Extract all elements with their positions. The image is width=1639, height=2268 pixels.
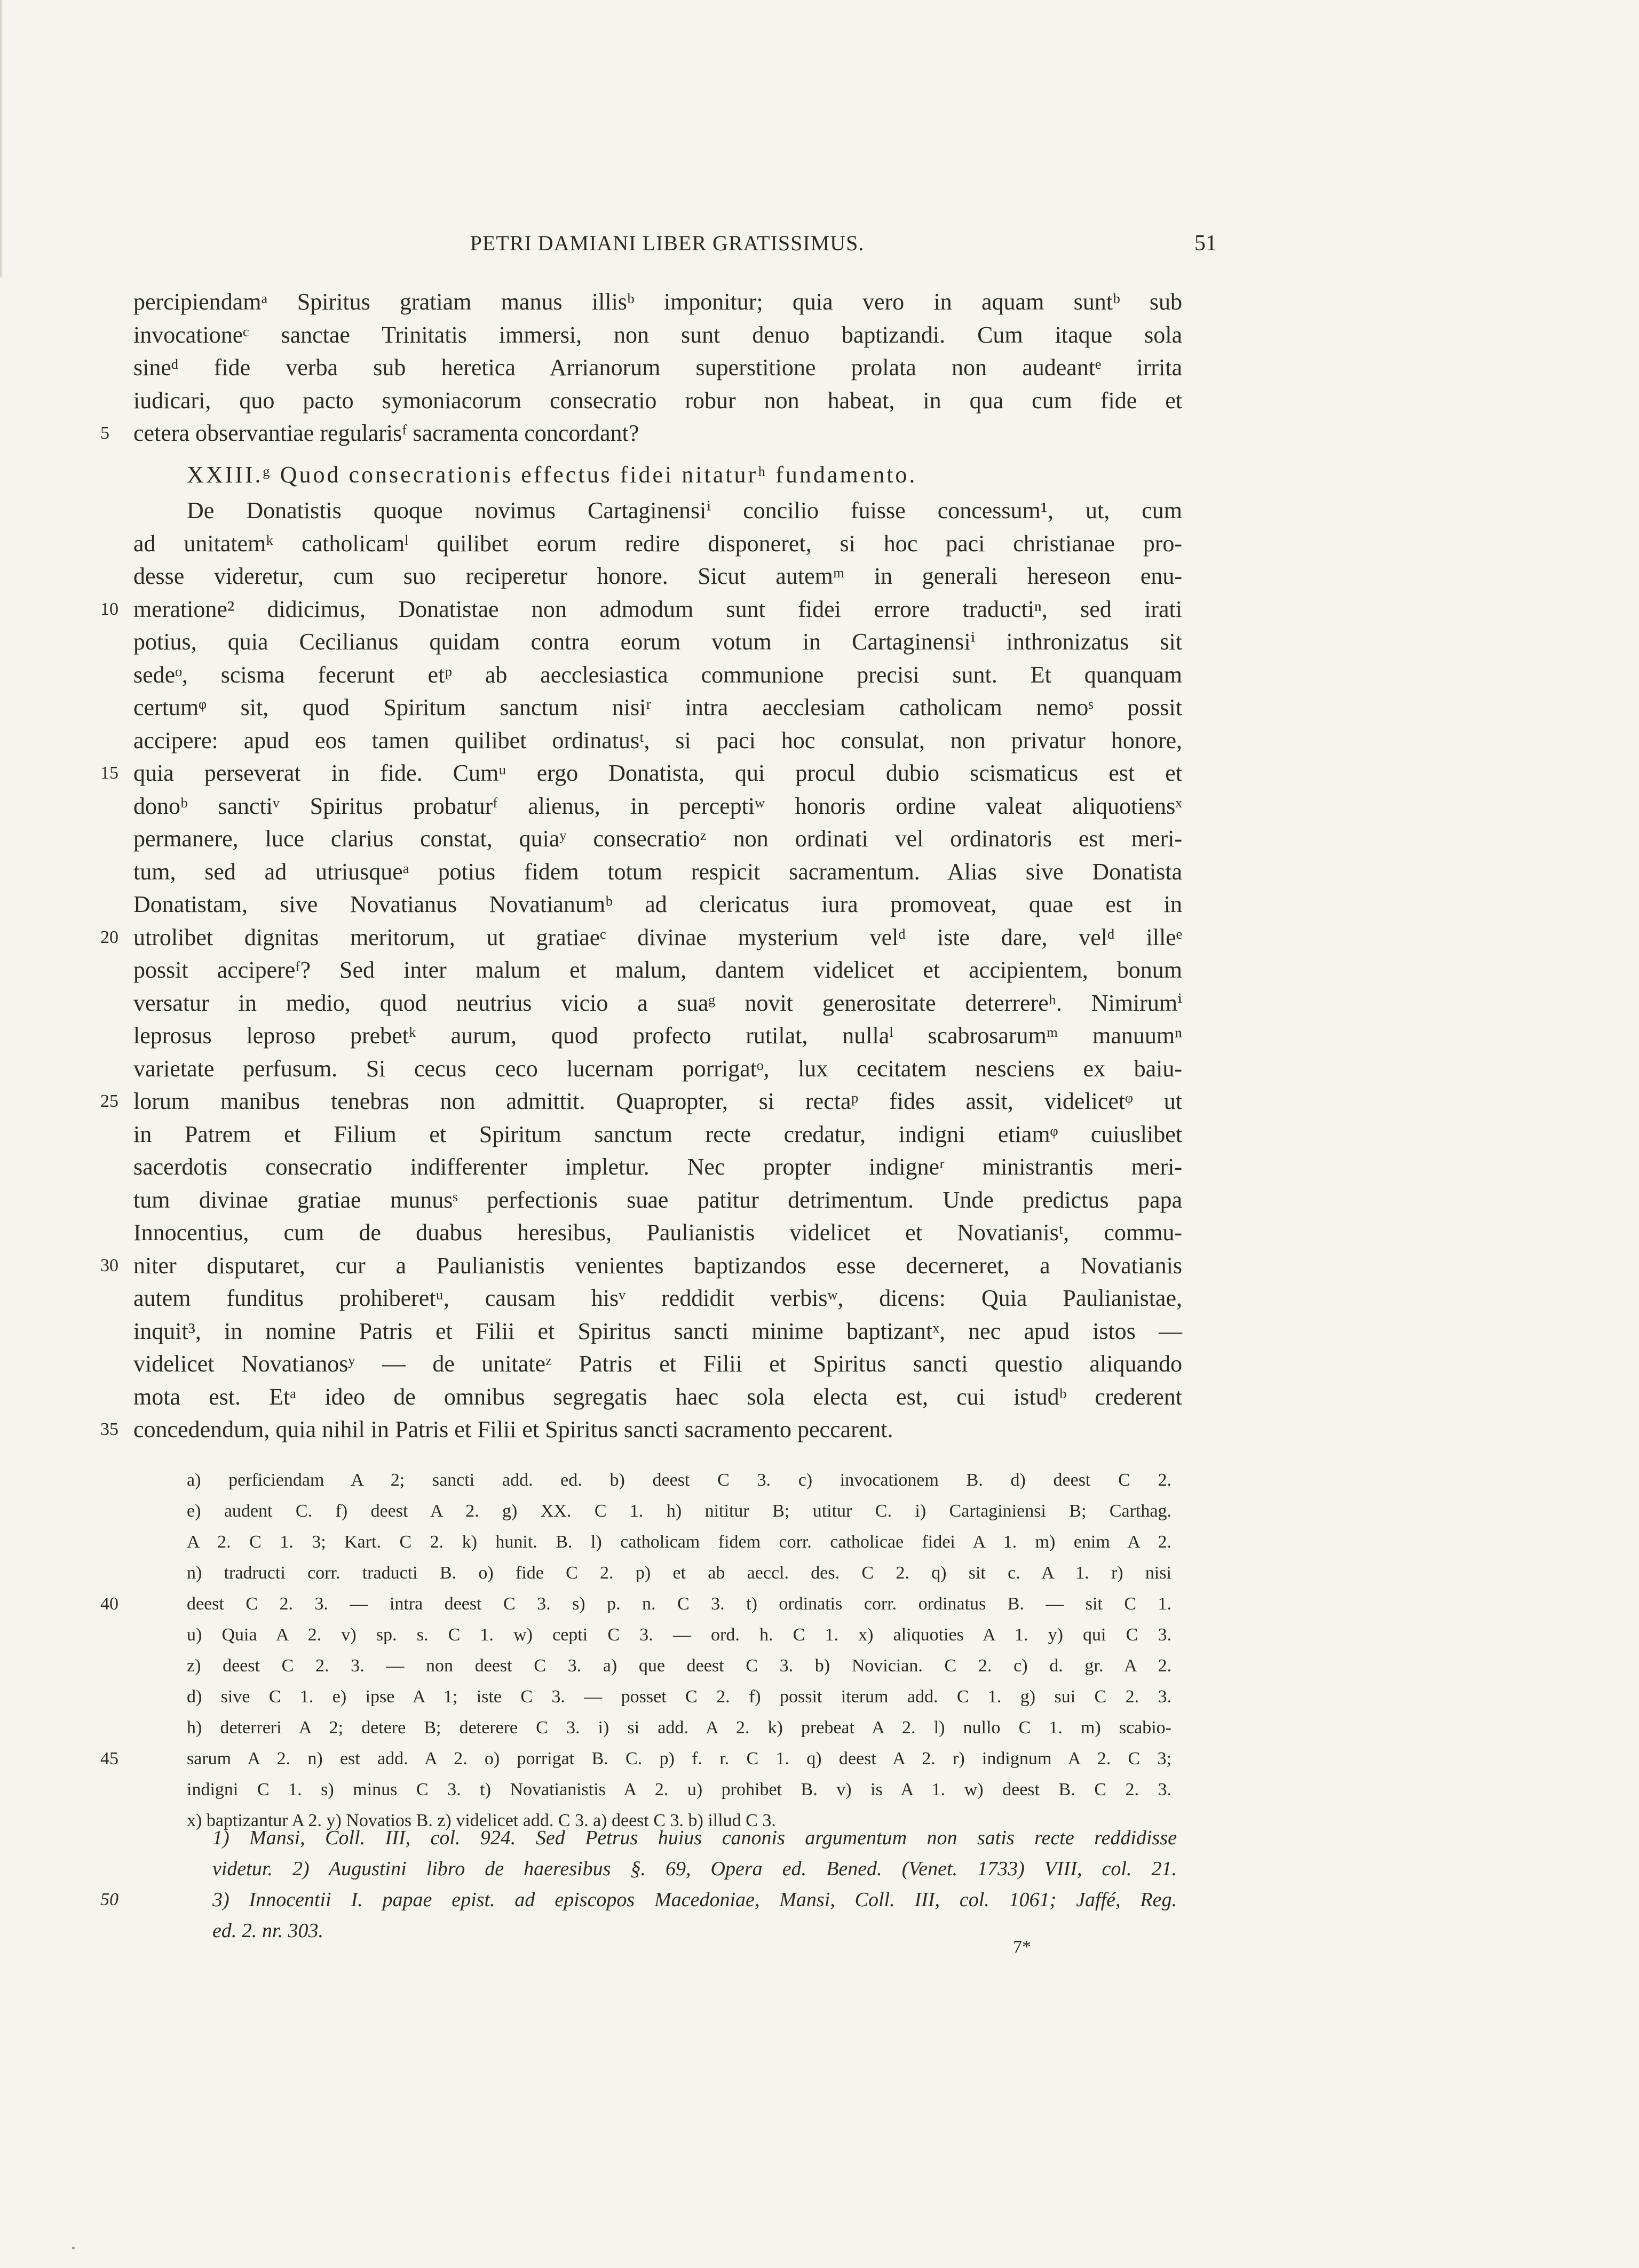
text-line [133,790,1182,823]
text-line [133,1315,1182,1348]
reference-line [133,1853,1182,1884]
line-number: 40 [100,1594,118,1614]
line-number: 45 [100,1749,118,1769]
text-line [100,757,1182,790]
line-number: 50 [100,1890,118,1909]
line-text: iudicari, quo pacto symoniacorum consecratio robur non habeat, in qua cum fide et [133,387,1182,414]
variant-note-line [133,1651,1182,1682]
line-text: h) deterreri A 2; detere B; deterere C 3. i) si add. A 2. k) prebeat A 2. l) nullo C 1. m) scabio- [187,1718,1171,1738]
line-text: De Donatistis quoque novimus Cartaginensiⁱ concilio fuisse concessum¹, ut, cum [187,497,1182,524]
line-text: ad unitatemᵏ catholicamˡ quilibet eorum redire disponeret, si hoc paci christianae pro- [133,530,1182,557]
text-line [133,560,1182,593]
variant-note-line [133,1774,1182,1805]
page-number: 51 [1194,231,1217,256]
line-number: 35 [100,1420,118,1439]
line-text: tum divinae gratiae munusˢ perfectionis suae patitur detrimentum. Unde predictus papa [133,1186,1182,1213]
line-number: 5 [100,423,109,443]
line-number: 30 [100,1255,118,1275]
line-text: lorum manibus tenebras non admittit. Quapropter, si rectaᵖ fides assit, videlicetᵠ ut [133,1088,1182,1114]
variant-notes-apparatus [100,1465,1182,1836]
line-text: XXIII.ᵍ Quod consecrationis effectus fidei nitaturʰ fundamento. [187,461,917,488]
text-line [100,1249,1182,1282]
line-text: desse videretur, cum suo reciperetur honore. Sicut autemᵐ in generali hereseon enu- [133,563,1182,589]
text-line [133,1216,1182,1249]
line-text: deest C 2. 3. — intra deest C 3. s) p. n. C 3. t) ordinatis corr. ordinatus B. — sit C 1. [187,1594,1171,1614]
text-line [133,1151,1182,1184]
text-line [133,954,1182,987]
text-line [133,1282,1182,1315]
variant-note-line [133,1496,1182,1527]
text-line [133,494,1182,527]
running-title: PETRI DAMIANI LIBER GRATISSIMUS. [470,231,865,255]
line-text: 3) Innocentii I. papae epist. ad episcopos Macedoniae, Mansi, Coll. III, col. 1061; Jaffé, Reg. [212,1889,1177,1911]
variant-note-line [133,1558,1182,1589]
line-text: z) deest C 2. 3. — non deest C 3. a) que deest C 3. b) Novician. C 2. c) d. gr. A 2. [187,1656,1171,1676]
text-line [133,822,1182,855]
line-text: x) baptizantur A 2. y) Novatios B. z) videlicet add. C 3. a) deest C 3. b) illud C 3. [187,1811,776,1830]
text-line [133,659,1182,692]
line-text: cetera observantiae regularisᶠ sacramenta concordant? [133,420,639,446]
line-number: 15 [100,763,118,783]
line-text: autem funditus prohiberetᵘ, causam hisᵛ reddidit verbisʷ, dicens: Quia Paulianistae, [133,1285,1182,1311]
text-line [100,921,1182,954]
section-heading [133,458,1182,491]
line-text: leprosus leproso prebetᵏ aurum, quod profecto rutilat, nullaˡ scabrosarumᵐ manuumⁿ [133,1022,1182,1049]
text-line [133,1381,1182,1414]
reference-line [100,1884,1182,1915]
text-line [133,987,1182,1020]
line-text: varietate perfusum. Si cecus ceco lucernam porrigatᵒ, lux cecitatem nesciens ex baiu- [133,1055,1182,1082]
line-text: A 2. C 1. 3; Kart. C 2. k) hunit. B. l) catholicam fidem corr. catholicae fidei A 1. m) enim A 2. [187,1532,1171,1552]
text-line [100,1085,1182,1118]
variant-note-line [133,1682,1182,1712]
line-text: 1) Mansi, Coll. III, col. 924. Sed Petrus huius canonis argumentum non satis recte reddidisse [212,1827,1177,1849]
line-text: niter disputaret, cur a Paulianistis venientes baptizandos esse decerneret, a Novatianis [133,1252,1182,1279]
line-text: n) tradructi corr. traducti B. o) fide C 2. p) et ab aeccl. des. C 2. q) sit c. A 1. r) nisi [187,1563,1171,1583]
page-edge-shadow [0,0,3,277]
text-line [133,691,1182,724]
text-line [133,1184,1182,1217]
variant-note-line [100,1589,1182,1620]
variant-note-line [133,1712,1182,1743]
line-text: inquit³, in nomine Patris et Filii et Spiritus sancti minime baptizantˣ, nec apud istos — [133,1318,1182,1344]
line-text: donoᵇ sanctiᵛ Spiritus probaturᶠ alienus, in perceptiʷ honoris ordine valeat aliquotiensˣ [133,792,1182,819]
text-line [100,593,1182,626]
text-line [133,286,1182,319]
line-text: Innocentius, cum de duabus heresibus, Paulianistis videlicet et Novatianisᵗ, commu- [133,1219,1182,1246]
line-text: percipiendamᵃ Spiritus gratiam manus illisᵇ imponitur; quia vero in aquam suntᵇ sub [133,289,1182,315]
text-line [133,888,1182,921]
scan-speck [72,2247,75,2249]
line-text: concedendum, quia nihil in Patris et Filii et Spiritus sancti sacramento peccarent. [133,1416,893,1442]
line-text: invocationeᶜ sanctae Trinitatis immersi, non sunt denuo baptizandi. Cum itaque sola [133,321,1182,348]
line-text: Donatistam, sive Novatianus Novatianumᵇ ad clericatus iura promoveat, quae est in [133,891,1182,917]
running-header [133,231,1217,263]
text-line [133,351,1182,384]
line-number: 20 [100,927,118,947]
variant-note-line [100,1743,1182,1774]
text-line [133,1347,1182,1381]
line-text: sarum A 2. n) est add. A 2. o) porrigat B. C. p) f. r. C 1. q) deest A 2. r) indignum A 2. C 3; [187,1749,1171,1769]
text-line [133,319,1182,352]
line-text: videtur. 2) Augustini libro de haeresibus §. 69, Opera ed. Bened. (Venet. 1733) VIII, col. 21. [212,1858,1177,1880]
line-text: e) audent C. f) deest A 2. g) XX. C 1. h) nititur B; utitur C. i) Cartaginiensi B; Carthag. [187,1501,1171,1521]
variant-note-line [133,1465,1182,1496]
line-text: in Patrem et Filium et Spiritum sanctum recte credatur, indigni etiamᵠ cuiuslibet [133,1121,1182,1147]
line-text: sedeᵒ, scisma fecerunt etᵖ ab aecclesiastica communione precisi sunt. Et quanquam [133,661,1182,688]
variant-note-line [133,1527,1182,1558]
line-text: mota est. Etᵃ ideo de omnibus segregatis haec sola electa est, cui istudᵇ crederent [133,1383,1182,1410]
line-number: 25 [100,1091,118,1111]
line-text: permanere, luce clarius constat, quiaʸ consecratioᶻ non ordinati vel ordinatoris est meri- [133,826,1182,852]
line-text: potius, quia Cecilianus quidam contra eorum votum in Cartaginensiⁱ inthronizatus sit [133,629,1182,655]
line-text: meratione² didicimus, Donatistae non admodum sunt fidei errore traductiⁿ, sed irati [133,596,1182,622]
text-line [133,724,1182,757]
line-text: sineᵈ fide verba sub heretica Arrianorum superstitione prolata non audeantᵉ irrita [133,354,1182,380]
printer-signature-mark: 7* [1013,1937,1031,1957]
text-line [133,855,1182,889]
line-text: versatur in medio, quod neutrius vicio a suaᵍ novit generositate deterrereʰ. Nimirumⁱ [133,989,1182,1016]
line-text: ed. 2. nr. 303. [212,1920,323,1942]
line-text: d) sive C 1. e) ipse A 1; iste C 3. — posset C 2. f) possit iterum add. C 1. g) sui C 2. 3. [187,1687,1171,1707]
reference-line [133,1822,1182,1853]
line-text: certumᵠ sit, quod Spiritum sanctum nisiʳ intra aecclesiam catholicam nemoˢ possit [133,694,1182,720]
variant-note-line [133,1620,1182,1651]
line-text: indigni C 1. s) minus C 3. t) Novatianistis A 2. u) prohibet B. v) is A 1. w) deest B. C 2. 3. [187,1780,1171,1799]
line-number: 10 [100,599,118,619]
text-line [100,1413,1182,1446]
main-text-block [100,286,1182,1446]
source-references [100,1822,1182,1946]
line-text: quia perseverat in fide. Cumᵘ ergo Donatista, qui procul dubio scismaticus est et [133,760,1182,786]
line-text: videlicet Novatianosʸ — de unitateᶻ Patris et Filii et Spiritus sancti questio aliquando [133,1351,1182,1377]
line-text: utrolibet dignitas meritorum, ut gratiaeᶜ divinae mysterium velᵈ iste dare, velᵈ illeᵉ [133,924,1182,950]
text-line [133,527,1182,560]
text-line [133,1052,1182,1085]
text-line [100,417,1182,450]
text-line [133,625,1182,659]
line-text: u) Quia A 2. v) sp. s. C 1. w) cepti C 3. — ord. h. C 1. x) aliquoties A 1. y) qui C 3. [187,1625,1171,1645]
line-text: a) perficiendam A 2; sancti add. ed. b) deest C 3. c) invocationem B. d) deest C 2. [187,1470,1171,1490]
text-line [133,1019,1182,1052]
line-text: sacerdotis consecratio indifferenter impletur. Nec propter indigneʳ ministrantis meri- [133,1154,1182,1180]
text-line [133,1118,1182,1151]
text-line [133,384,1182,417]
line-text: possit accipereᶠ? Sed inter malum et malum, dantem videlicet et accipientem, bonum [133,957,1182,983]
line-text: accipere: apud eos tamen quilibet ordinatusᵗ, si paci hoc consulat, non privatur honore, [133,727,1182,754]
line-text: tum, sed ad utriusqueᵃ potius fidem totum respicit sacramentum. Alias sive Donatista [133,858,1182,885]
